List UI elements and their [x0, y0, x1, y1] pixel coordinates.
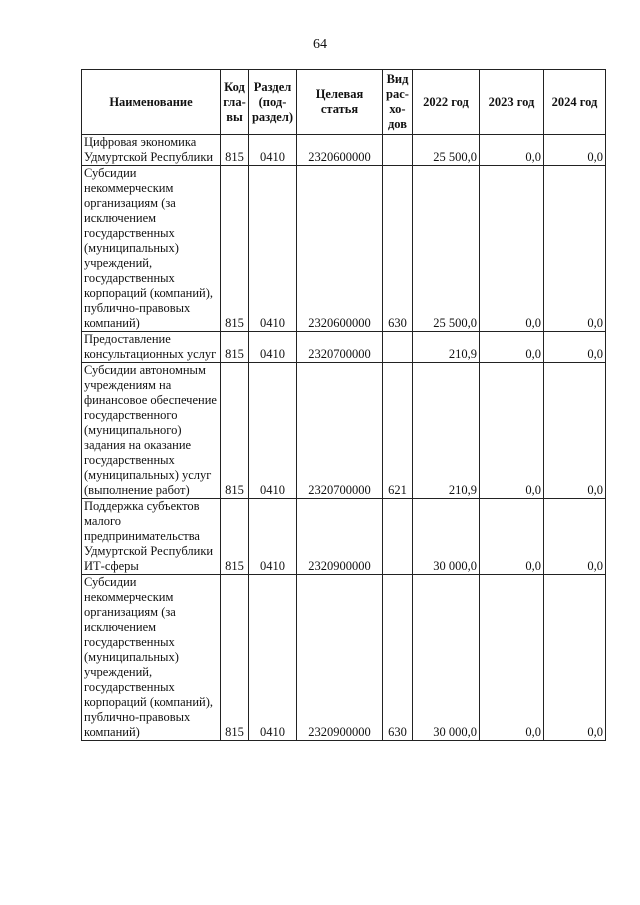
row-type	[383, 135, 413, 166]
table-row	[82, 135, 606, 166]
row-target: 2320600000	[297, 166, 383, 332]
row-2024: 0,0	[544, 575, 606, 741]
header-type: Вид рас-хо-дов	[383, 70, 413, 135]
header-name: Наименование	[82, 70, 221, 135]
row-type: 630	[383, 575, 413, 741]
row-2023: 0,0	[480, 575, 544, 741]
header-section: Раздел (под-раздел)	[249, 70, 297, 135]
table-row	[82, 575, 606, 741]
row-target: 2320900000	[297, 575, 383, 741]
table-row	[82, 363, 606, 499]
header-2022: 2022 год	[413, 70, 480, 135]
table-header-row	[82, 70, 606, 135]
header-code: Код гла-вы	[221, 70, 249, 135]
row-name: Цифровая экономика Удмуртской Республики	[82, 135, 221, 166]
row-2022: 25 500,0	[413, 166, 480, 332]
row-type	[383, 499, 413, 575]
row-2024: 0,0	[544, 363, 606, 499]
header-2023: 2023 год	[480, 70, 544, 135]
row-code: 815	[221, 575, 249, 741]
header-2024: 2024 год	[544, 70, 606, 135]
row-2022: 210,9	[413, 332, 480, 363]
row-2022: 30 000,0	[413, 575, 480, 741]
row-2023: 0,0	[480, 363, 544, 499]
row-section: 0410	[249, 575, 297, 741]
header-target: Целевая статья	[297, 70, 383, 135]
row-2022: 25 500,0	[413, 135, 480, 166]
row-2022: 210,9	[413, 363, 480, 499]
row-2024: 0,0	[544, 135, 606, 166]
row-section: 0410	[249, 135, 297, 166]
row-target: 2320900000	[297, 499, 383, 575]
table-row	[82, 166, 606, 332]
row-name: Субсидии автономным учреждениям на финансовое обеспечение государственного (муниципального) задания на оказание государственных (муниципальных) услуг (выполнение работ)	[82, 363, 221, 499]
row-section: 0410	[249, 499, 297, 575]
budget-table	[81, 69, 606, 741]
row-name: Субсидии некоммерческим организациям (за исключением государственных (муниципальных) учреждений, государственных корпораций (компаний), публично-правовых компаний)	[82, 575, 221, 741]
table-row	[82, 332, 606, 363]
row-2024: 0,0	[544, 332, 606, 363]
table-row	[82, 499, 606, 575]
row-target: 2320700000	[297, 332, 383, 363]
row-section: 0410	[249, 332, 297, 363]
row-name: Субсидии некоммерческим организациям (за исключением государственных (муниципальных) учреждений, государственных корпораций (компаний), публично-правовых компаний)	[82, 166, 221, 332]
row-type	[383, 332, 413, 363]
row-2023: 0,0	[480, 499, 544, 575]
row-2023: 0,0	[480, 135, 544, 166]
row-2023: 0,0	[480, 166, 544, 332]
row-type: 621	[383, 363, 413, 499]
row-name: Поддержка субъектов малого предпринимательства Удмуртской Республики ИТ-сферы	[82, 499, 221, 575]
row-code: 815	[221, 135, 249, 166]
row-type: 630	[383, 166, 413, 332]
row-2022: 30 000,0	[413, 499, 480, 575]
row-code: 815	[221, 499, 249, 575]
row-target: 2320700000	[297, 363, 383, 499]
row-code: 815	[221, 332, 249, 363]
page-number: 64	[313, 37, 327, 52]
row-2023: 0,0	[480, 332, 544, 363]
row-target: 2320600000	[297, 135, 383, 166]
row-section: 0410	[249, 166, 297, 332]
row-name: Предоставление консультационных услуг	[82, 332, 221, 363]
row-2024: 0,0	[544, 166, 606, 332]
row-2024: 0,0	[544, 499, 606, 575]
row-section: 0410	[249, 363, 297, 499]
row-code: 815	[221, 363, 249, 499]
row-code: 815	[221, 166, 249, 332]
